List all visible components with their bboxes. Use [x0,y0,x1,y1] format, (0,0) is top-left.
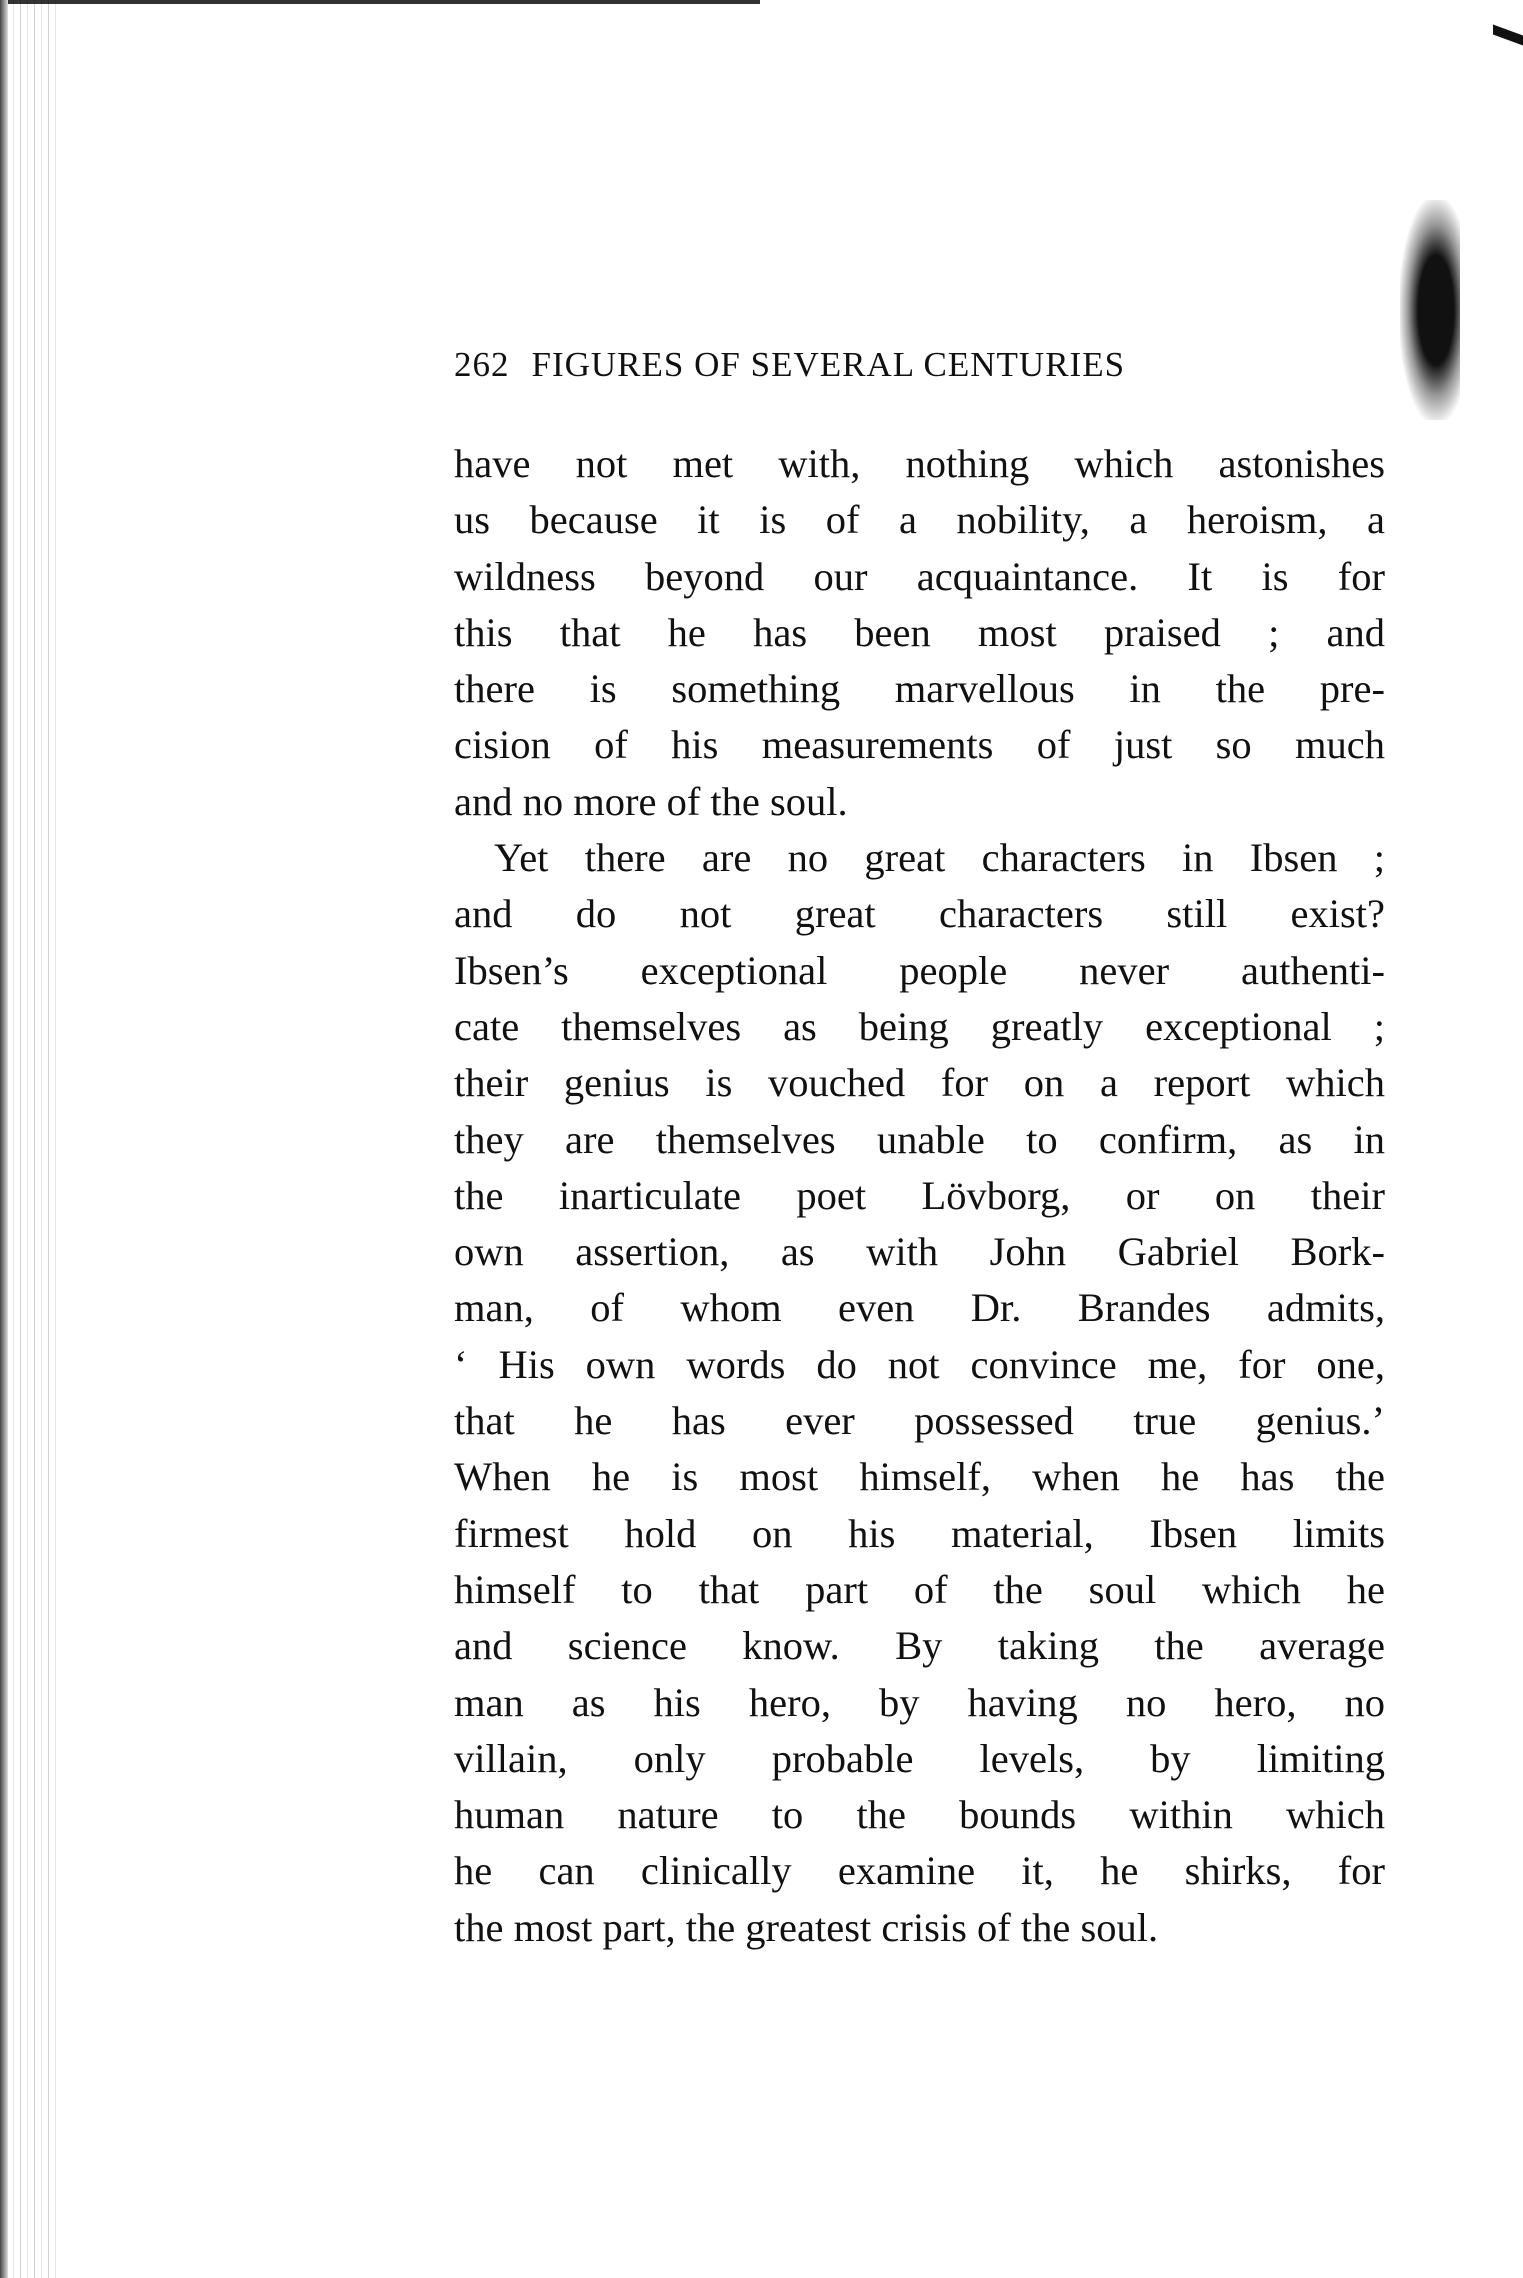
text-line: man, of whom even Dr. Brandes admits, [454,1285,1385,1331]
text-line: there is something marvellous in the pre- [454,666,1385,712]
text-line: have not met with, nothing which astonishes [454,441,1385,486]
scan-corner-mark [1493,25,1523,46]
scan-ink-smudge [1400,200,1460,420]
running-header [454,345,1354,385]
scan-top-border [0,0,760,4]
text-line: human nature to the bounds within which [454,1792,1385,1838]
page-number: 262 [454,345,510,384]
text-line: and science know. By taking the average [454,1623,1385,1669]
text-line: the inarticulate poet Lövborg, or on their [454,1172,1385,1218]
text-line: this that he has been most praised ; and [454,609,1385,655]
text-line: that he has ever possessed true genius.’ [454,1398,1385,1444]
text-line: us because it is of a nobility, a heroism, a [454,497,1385,543]
text-line: own assertion, as with John Gabriel Bork- [454,1229,1385,1275]
scan-left-edge-shadow [0,0,8,2278]
text-line: and do not great characters still exist? [454,891,1385,937]
text-line: ‘ His own words do not convince me, for one, [454,1341,1385,1387]
text-line: Yet there are no great characters in Ibsen ; [494,835,1385,881]
running-title: FIGURES OF SEVERAL CENTURIES [531,345,1126,384]
text-line: and no more of the soul. [454,778,848,824]
text-line: wildness beyond our acquaintance. It is for [454,553,1385,599]
page-body [454,436,1385,1956]
text-line: villain, only probable levels, by limiting [454,1735,1385,1781]
text-line: they are themselves unable to confirm, as in [454,1116,1385,1162]
text-line: cate themselves as being greatly exceptional ; [454,1003,1385,1049]
text-line: When he is most himself, when he has the [454,1454,1385,1500]
text-line: cision of his measurements of just so much [454,722,1385,768]
text-line: their genius is vouched for on a report which [454,1060,1385,1106]
text-line: Ibsen’s exceptional people never authenti- [454,947,1385,993]
text-line: man as his hero, by having no hero, no [454,1679,1385,1725]
text-line: firmest hold on his material, Ibsen limits [454,1510,1385,1556]
text-line: the most part, the greatest crisis of the soul. [454,1904,1159,1950]
text-line: he can clinically examine it, he shirks, for [454,1848,1385,1894]
scan-left-edge-noise [0,0,60,2278]
text-line: himself to that part of the soul which he [454,1566,1385,1612]
